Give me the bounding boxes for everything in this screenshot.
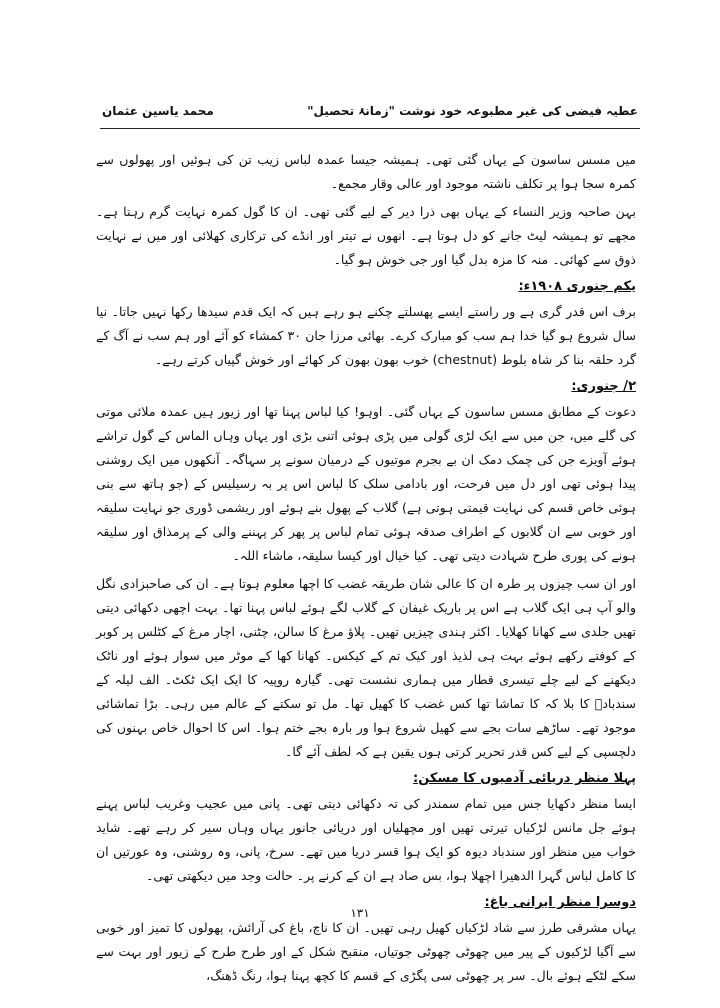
page-number: ۱۳۱ — [350, 906, 370, 920]
header-title: عطیہ فیضی کی غیر مطبوعہ خود نوشت "زمانۂ تحصیل" — [307, 104, 638, 118]
paragraph: میں مسس ساسون کے یہاں گئی تھی۔ ہمیشہ جیسا عمدہ لباس زیب تن کی ہوئیں اور پھولوں سے کمرہ سجا ہوا پر تکلف ناشتہ موجود اور عالی وقار مجمع۔ — [96, 152, 636, 191]
date-heading: ۲/ جنوری: — [571, 379, 636, 394]
section-heading: دوسرا منظر ایرانی باغ: — [484, 895, 636, 910]
paragraph: یہاں مشرقی طرز سے شاد لڑکیاں کھیل رہی تھیں۔ ان کا ناچ، باغ کی آرائش، پھولوں کا تمیز اور خوبی سے آگیا لڑکیوں کے پیر میں چھوٹی چھوٹی جوتیاں، منقبح شکل کے اور طرح طرح کے زیور اور بہت سے سکے لٹکے ہوئے بال۔ سر پر چھوٹی سی پگڑی کے قسم کا کچھ پہنا ہوا، رنگ ڈھنگ، — [96, 920, 636, 983]
paragraph: برف اس قدر گری ہے ور راستے ایسے پھسلتے چکنے ہو رہے ہیں کہ ایک قدم سیدھا رکھا نہیں جاتا۔ نیا سال شروع ہو گیا خدا ہم سب کو مبارک کرے۔ بھائی مرزا جان ۳۰ کمشاء کو آئے اور ہم سب نے آگ کے گرد حلقہ بنا کر شاہ بلوط (chestnut) خوب بھون بھون کر کھائے اور خوش گپیاں کرتے رہے۔ — [96, 304, 636, 367]
paragraph: دعوت کے مطابق مسس ساسون کے یہاں گئی۔ اوہو! کیا لباس پہنا تھا اور زیور ہیں عمدہ ملائی موتی کی گلے میں، جن میں سے ایک لڑی گولی میں پڑی ہوئی اتنی بڑی اور یہاں وہاں الماس کے گول تراشے ہوئے آویزے جن کی چمک دمک ان بے بجرم موتیوں کے درمیان سونے پر سہاگہ۔ آنکھوں میں ایک روشنی پیدا ہوئی تھی اور دل میں فرحت، اور بادامی سلک کا لباس اس پر بہ رسیلیس کے (جو ہاتھ سے بنی ہوئی خاص قسم کی نہایت قیمتی ہوتی ہے) گلاب کے پھول بنے ہوئے اور ریشمی ڈوری جو نہایت سلیقہ اور خوبی سے ان گلابوں کے اطراف صدقہ ہوئی تمام لباس پر پھر کر پہننے والی کے پرمذاق اور سلیقہ ہونے کی پوری طرح شہادت دیتی تھی۔ کیا خیال اور کیسا سلیقہ، ماشاء اللہ۔ — [96, 404, 636, 563]
page-header — [100, 100, 640, 129]
header-author: محمد یاسین عثمان — [102, 104, 214, 118]
paragraph: ایسا منظر دکھایا جس میں تمام سمندر کی تہ دکھائی دیتی تھی۔ پانی میں عجیب وغریب لباس پہنے ہوئے جل مانس لڑکیاں تیرتی تھیں اور مچھلیاں اور دریائی جانور یہاں وہاں سیر کر رہے تھے۔ شاید خواب میں منظر اور سندباد دیوہ کو ایک ہوا قسر دریا میں تھے۔ سرخ، پانی، وہ روشنی، وہ عورتیں ان کا کامل لباس گہرا الدھیرا اچھلا ہوا، بس صاد ہے ان کے کرنے پر۔ حالت وجد میں دیکھتی تھی۔ — [96, 796, 636, 883]
date-heading: یکم جنوری ۱۹۰۸ء: — [518, 279, 636, 294]
section-heading: پہلا منظر دریائی آدمیوں کا مسکن: — [413, 771, 636, 786]
paragraph: اور ان سب چیزوں پر طرہ ان کا عالی شان طریقہ غضب کا اچھا معلوم ہوتا ہے۔ ان کی صاحبزادی نگل والو آپ ہی ایک گلاب ہے اس پر باریک غیفان کے گلاب لگے ہوئے لباس پہنا تھا۔ بہت اچھی دکھائی دیتی تھیں جلدی سے کھانا کھلایا۔ اکثر ہندی چیزیں تھیں۔ پلاؤ مرغ کا سالن، چٹنی، اچار مرغ کے کٹلس پر کوبر کے کوفتے رکھے ہوئے بہت ہی لذیذ اور کیک تم کے کیکس۔ کھانا کھا کے موٹر میں سوار ہوئے اور ناٹک دیکھنے کے لیے چلے تیسری قطار میں ہماری نشست تھی۔ گیارہ روپیہ کا ایک ایک ٹکٹ۔ الف لیلہ کے سندبادؔ کا بلا کہ کا تماشا تھا کس غضب کا کھیل تھا۔ مل تو سکتے کے عالم میں رہی۔ بڑا تماشائی موجود تھے۔ ساڑھے سات بجے سے کھیل شروع ہوا ور بارہ بجے ختم ہوا۔ اس کا احوال خاص بہنوں کی دلچسپی کے لیے کس قدر تحریر کرتی ہوں یقین ہے کہ لطف آئے گا۔ — [96, 576, 636, 759]
page-body — [96, 148, 636, 992]
paragraph: بہن صاحبہ وزیر النساء کے یہاں بھی ذرا دیر کے لیے گئی تھی۔ ان کا گول کمرہ نہایت گرم رہتا ہے۔ مجھے تو ہمیشہ لیٹ جانے کو دل ہوتا ہے۔ انھوں نے تیتر اور انڈے کی ترکاری کھلائی اور میں نے نہایت ذوق سے کھائی۔ منہ کا مزہ بدل گیا اور جی خوش ہو گیا۔ — [96, 204, 636, 267]
